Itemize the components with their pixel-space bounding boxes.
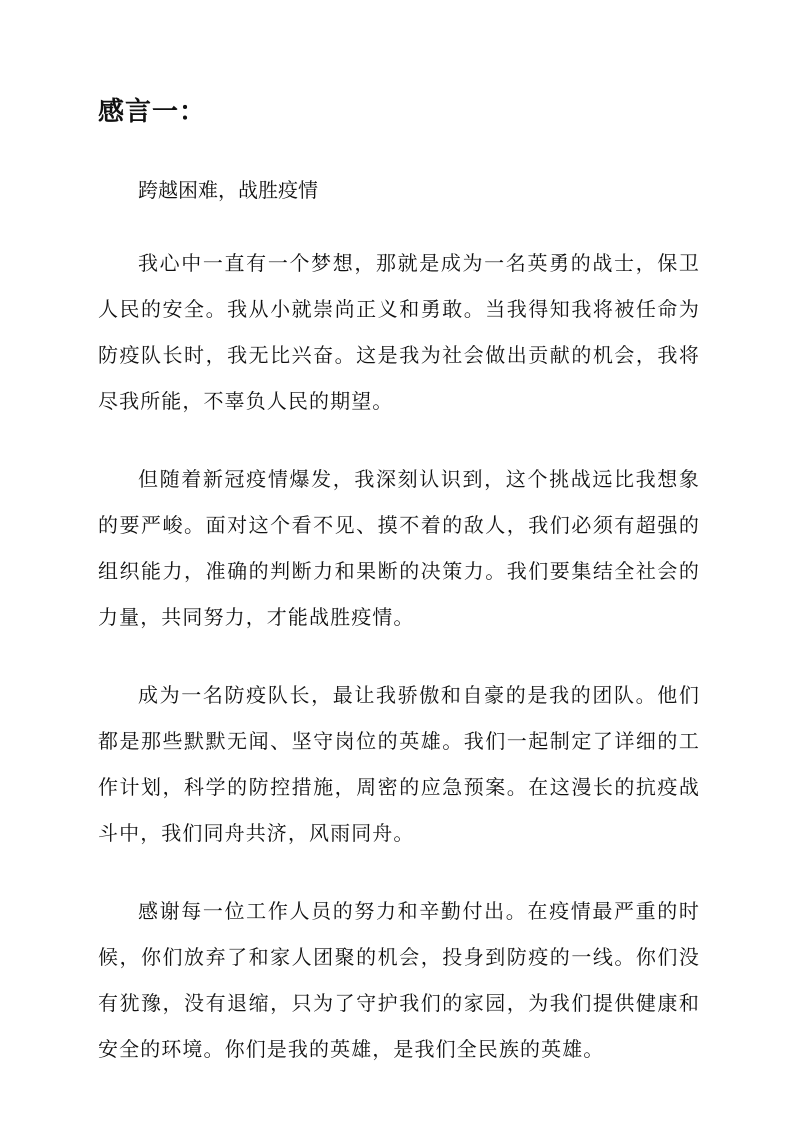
paragraph-4: 感谢每一位工作人员的努力和辛勤付出。在疫情最严重的时候，你们放弃了和家人团聚的机会，投身到防疫的一线。你们没有犹豫，没有退缩，只为了守护我们的家园，为我们提供健康和安全的环境。你们是我的英雄，是我们全民族的英雄。 bbox=[98, 899, 700, 1061]
essay-subtitle: 跨越困难，战胜疫情 bbox=[138, 178, 318, 202]
paragraph-2: 但随着新冠疫情爆发，我深刻认识到，这个挑战远比我想象的要严峻。面对这个看不见、摸不着的敌人，我们必须有超强的组织能力，准确的判断力和果断的决策力。我们要集结全社会的力量，共同努力，才能战胜疫情。 bbox=[98, 467, 700, 629]
paragraph-3: 成为一名防疫队长，最让我骄傲和自豪的是我的团队。他们都是那些默默无闻、坚守岗位的英雄。我们一起制定了详细的工作计划，科学的防控措施，周密的应急预案。在这漫长的抗疫战斗中，我们同舟共济，风雨同舟。 bbox=[98, 683, 700, 845]
paragraph-1: 我心中一直有一个梦想，那就是成为一名英勇的战士，保卫人民的安全。我从小就崇尚正义和勇敢。当我得知我将被任命为防疫队长时，我无比兴奋。这是我为社会做出贡献的机会，我将尽我所能，不辜负人民的期望。 bbox=[98, 251, 700, 413]
page-title: 感言一： bbox=[98, 97, 207, 127]
